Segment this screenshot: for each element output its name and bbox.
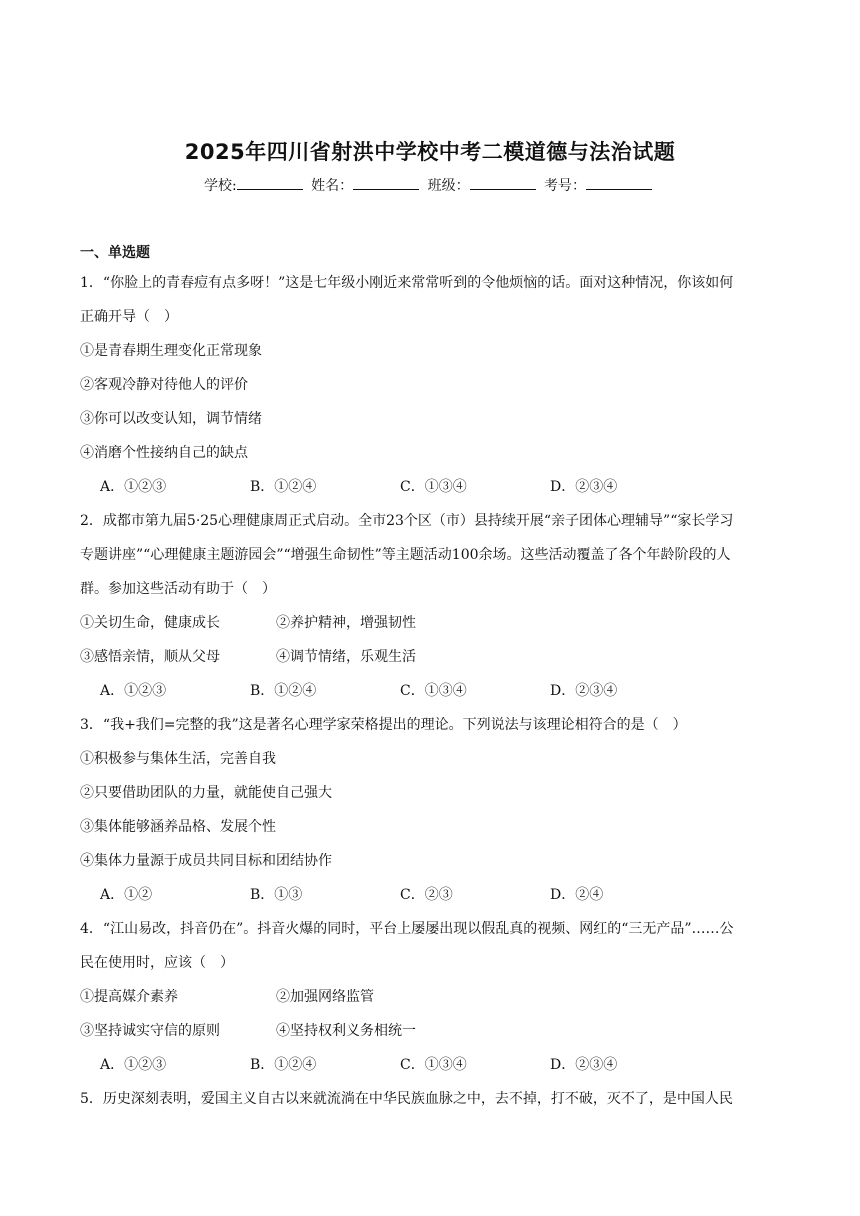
- q2-option-c[interactable]: C．①③④: [400, 683, 467, 699]
- school-label: 学校:: [203, 178, 237, 194]
- q4-options: [80, 1048, 792, 1082]
- q2-statements-row-2: [80, 640, 792, 674]
- q4-statement-4: ④坚持权利义务相统一: [276, 1023, 416, 1039]
- q3-stem-line-1: 3．“我+我们=完整的我”这是著名心理学家荣格提出的理论。下列说法与该理论相符合的是（ ）: [80, 717, 687, 733]
- q3-option-b[interactable]: B．①③: [250, 887, 303, 903]
- q2-statement-2: ②养护精神，增强韧性: [276, 615, 416, 631]
- school-blank[interactable]: [237, 177, 303, 190]
- page-title: 2025年四川省射洪中学校中考二模道德与法治试题: [184, 140, 676, 164]
- q3-statement-2: ②只要借助团队的力量，就能使自己强大: [80, 785, 332, 801]
- q1-statement-4: ④消磨个性接纳自己的缺点: [80, 445, 248, 461]
- exam-no-blank[interactable]: [586, 177, 652, 190]
- section-heading: 一、单选题: [80, 245, 150, 261]
- q2-stem-line-2: 专题讲座”“心理健康主题游园会”“增强生命韧性”等主题活动100余场。这些活动覆盖了各个年龄阶段的人: [80, 547, 731, 563]
- student-info-line: [0, 175, 860, 195]
- q3-option-a[interactable]: A．①②: [100, 887, 153, 903]
- q4-option-c[interactable]: C．①③④: [400, 1057, 467, 1073]
- q4-stem-line-1: 4．“江山易改，抖音仍在”。抖音火爆的同时，平台上屡屡出现以假乱真的视频、网红的“三无产品”……公: [80, 921, 734, 937]
- q2-statement-1: ①关切生命，健康成长: [80, 615, 220, 631]
- q2-statements-row-1: [80, 606, 792, 640]
- question-list: [80, 266, 792, 1116]
- q2-options: [80, 674, 792, 708]
- name-label: 姓名：: [311, 178, 354, 194]
- q1-stem-line-1: 1．“你脸上的青春痘有点多呀！”这是七年级小刚近来常常听到的令他烦恼的话。面对这种情况，你该如何: [80, 275, 734, 291]
- q2-option-b[interactable]: B．①②④: [250, 683, 317, 699]
- q1-statement-1: ①是青春期生理变化正常现象: [80, 343, 262, 359]
- class-blank[interactable]: [470, 177, 536, 190]
- q2-statement-3: ③感悟亲情，顺从父母: [80, 649, 220, 665]
- q4-statements-row-1: [80, 980, 792, 1014]
- q1-options: [80, 470, 792, 504]
- q1-stem-line-2: 正确开导（ ）: [80, 309, 178, 325]
- q4-stem-line-2: 民在使用时，应该（ ）: [80, 955, 234, 971]
- exam-no-label: 考号：: [544, 178, 587, 194]
- q4-statement-2: ②加强网络监管: [276, 989, 374, 1005]
- q1-option-d[interactable]: D．②③④: [550, 479, 618, 495]
- q4-option-d[interactable]: D．②③④: [550, 1057, 618, 1073]
- q4-statement-1: ①提高媒介素养: [80, 989, 178, 1005]
- q2-stem-line-3: 群。参加这些活动有助于（ ）: [80, 581, 276, 597]
- q4-statements-row-2: [80, 1014, 792, 1048]
- q3-statement-3: ③集体能够涵养品格、发展个性: [80, 819, 276, 835]
- q2-option-a[interactable]: A．①②③: [100, 683, 167, 699]
- q3-option-c[interactable]: C．②③: [400, 887, 453, 903]
- q1-statement-3: ③你可以改变认知，调节情绪: [80, 411, 262, 427]
- q5-stem-line-1: 5．历史深刻表明，爱国主义自古以来就流淌在中华民族血脉之中，去不掉，打不破，灭不了，是中国人民: [80, 1091, 733, 1107]
- q2-statement-4: ④调节情绪，乐观生活: [276, 649, 416, 665]
- q4-statement-3: ③坚持诚实守信的原则: [80, 1023, 220, 1039]
- q1-statement-2: ②客观冷静对待他人的评价: [80, 377, 248, 393]
- q2-stem-line-1: 2．成都市第九届5·25心理健康周正式启动。全市23个区（市）县持续开展“亲子团体心理辅导”“家长学习: [80, 513, 734, 529]
- q3-option-d[interactable]: D．②④: [550, 887, 604, 903]
- q4-option-b[interactable]: B．①②④: [250, 1057, 317, 1073]
- q3-statement-4: ④集体力量源于成员共同目标和团结协作: [80, 853, 332, 869]
- q1-option-c[interactable]: C．①③④: [400, 479, 467, 495]
- q3-options: [80, 878, 792, 912]
- class-label: 班级：: [427, 178, 470, 194]
- name-blank[interactable]: [353, 177, 419, 190]
- q4-option-a[interactable]: A．①②③: [100, 1057, 167, 1073]
- q1-option-a[interactable]: A．①②③: [100, 479, 167, 495]
- q2-option-d[interactable]: D．②③④: [550, 683, 618, 699]
- q1-option-b[interactable]: B．①②④: [250, 479, 317, 495]
- q3-statement-1: ①积极参与集体生活，完善自我: [80, 751, 276, 767]
